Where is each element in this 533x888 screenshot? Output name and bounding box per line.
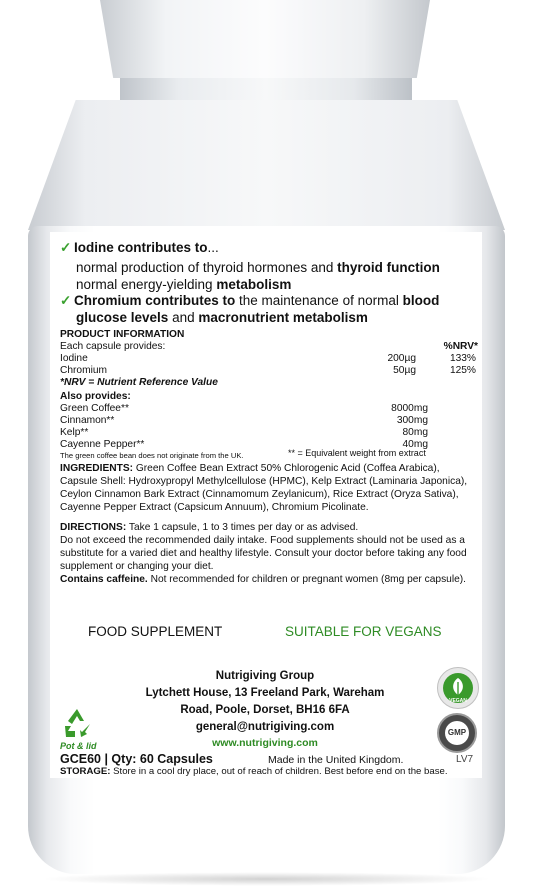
nrv-note: *NRV = Nutrient Reference Value — [60, 377, 218, 388]
vegan-badge-text: VEGAN — [449, 698, 467, 704]
iodine-claim-metabolism: normal energy-yielding metabolism — [76, 277, 292, 292]
caffeine-warning: Contains caffeine. Not recommended for children or pregnant women (8mg per capsule). — [60, 574, 466, 585]
vegan-leaf-icon — [437, 667, 479, 709]
company-email: general@nutrigiving.com — [195, 721, 335, 733]
iodine-claim-thyroid: normal production of thyroid hormones and thyroid function — [76, 260, 440, 275]
company-name: Nutrigiving Group — [215, 670, 315, 682]
directions-line4: supplement or changing your diet. — [60, 561, 214, 572]
check-icon: ✓ — [60, 293, 72, 308]
iodine-claim-line: ✓ Iodine contributes to... — [60, 240, 219, 255]
extra-row-cinnamon: Cinnamon** 300mg — [60, 415, 428, 426]
label-version: LV7 — [456, 754, 474, 765]
made-in-uk: Made in the United Kingdom. — [268, 754, 404, 766]
directions-line1: DIRECTIONS: Take 1 capsule, 1 to 3 times per day or as advised. — [60, 522, 359, 533]
recycle-caption: Pot & lid — [60, 741, 97, 751]
ingredients-line4: Cayenne Pepper Extract (Capsicum Annuum), Chromium Picolinate. — [60, 502, 369, 513]
equivalent-weight-note: ** = Equivalent weight from extract — [288, 448, 426, 458]
also-provides-heading: Also provides: — [60, 391, 131, 402]
directions-line3: substitute for a varied diet and healthy lifestyle. Consult your doctor before taking any food — [60, 548, 467, 559]
origin-note: The green coffee bean does not originate from the UK. — [60, 451, 244, 460]
product-code: GCE60 | Qty: 60 Capsules — [60, 752, 213, 766]
recycle-icon — [60, 706, 94, 740]
storage-line: STORAGE: Store in a cool dry place, out of reach of children. Best before end on the base. — [60, 766, 448, 777]
company-block — [130, 668, 400, 750]
company-address-line1: Lytchett House, 13 Freeland Park, Wareham — [145, 687, 385, 699]
nutrient-row-iodine: Iodine 200µg 133% — [60, 353, 476, 364]
check-icon: ✓ — [60, 240, 72, 255]
extra-row-green-coffee: Green Coffee** 8000mg — [60, 403, 428, 414]
extra-row-kelp: Kelp** 80mg — [60, 427, 428, 438]
product-info-heading: PRODUCT INFORMATION — [60, 329, 185, 340]
food-supplement-label: FOOD SUPPLEMENT — [88, 624, 223, 639]
chromium-claim-line2: glucose levels and macronutrient metabolism — [76, 310, 368, 325]
chromium-claim-line1: ✓ Chromium contributes to the maintenance of normal blood — [60, 293, 440, 308]
company-address-line2: Road, Poole, Dorset, BH16 6FA — [180, 704, 350, 716]
ingredients-line2: Capsule Shell: Hydroxypropyl Methylcellulose (HPMC), Kelp Extract (Laminaria Japonica), — [60, 476, 468, 487]
ingredients-line1: INGREDIENTS: Green Coffee Bean Extract 50% Chlorogenic Acid (Coffea Arabica), — [60, 463, 440, 474]
suitable-for-vegans-label: SUITABLE FOR VEGANS — [285, 624, 442, 639]
ingredients-line3: Ceylon Cinnamon Bark Extract (Cinnamomum Zeylanicum), Rice Extract (Oryza Sativa), — [60, 489, 459, 500]
gmp-badge-text: GMP — [447, 728, 467, 737]
bottle-shoulder — [28, 100, 505, 230]
extra-row-cayenne: Cayenne Pepper** 40mg — [60, 439, 428, 450]
bottle-shadow — [40, 872, 493, 886]
nutrient-row-chromium: Chromium 50µg 125% — [60, 365, 476, 376]
gmp-icon — [437, 713, 477, 753]
company-website: www.nutrigiving.com — [212, 737, 318, 749]
directions-line2: Do not exceed the recommended daily intake. Food supplements should not be used as a — [60, 535, 465, 546]
bottle-cap — [100, 0, 430, 78]
nutrient-header-row: Each capsule provides: %NRV* — [60, 341, 478, 352]
